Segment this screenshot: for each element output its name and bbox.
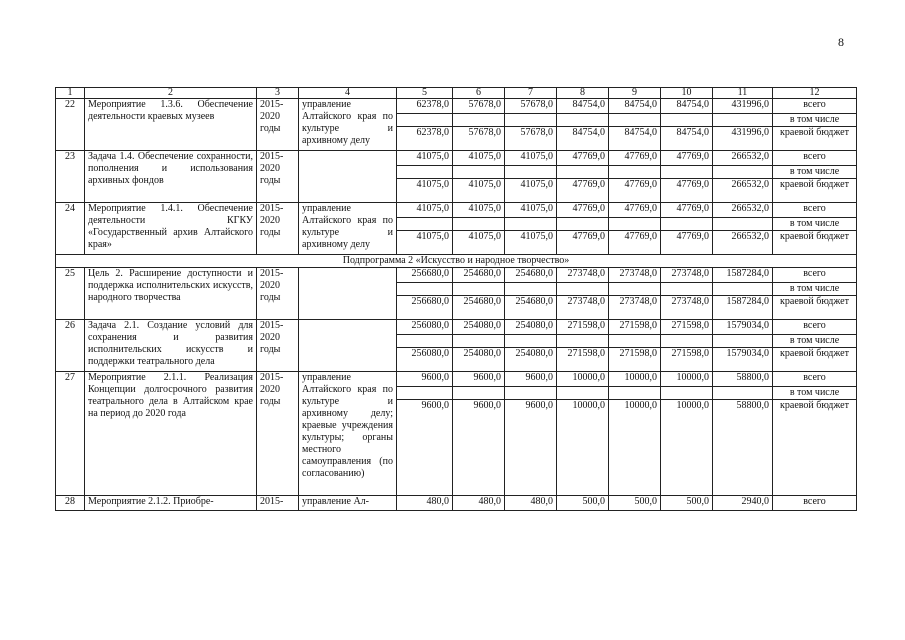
- empty-cell: [397, 114, 453, 127]
- empty-cell: [557, 166, 609, 179]
- value-cell: 271598,0: [557, 320, 609, 335]
- page-number: 8: [838, 35, 844, 49]
- empty-cell: [661, 218, 713, 231]
- empty-cell: [505, 283, 557, 296]
- value-cell: 254080,0: [505, 320, 557, 335]
- value-cell: 10000,0: [557, 400, 609, 496]
- value-cell: 47769,0: [661, 179, 713, 203]
- value-cell: 9600,0: [397, 400, 453, 496]
- value-cell: 1579034,0: [713, 348, 773, 372]
- label-total: всего: [773, 151, 857, 166]
- value-cell: 480,0: [505, 496, 557, 511]
- value-cell: 41075,0: [397, 179, 453, 203]
- empty-cell: [609, 218, 661, 231]
- row-years: 2015-2020 годы: [257, 151, 299, 203]
- value-cell: 500,0: [661, 496, 713, 511]
- value-cell: 271598,0: [609, 320, 661, 335]
- value-cell: 273748,0: [609, 268, 661, 283]
- value-cell: 47769,0: [609, 203, 661, 218]
- column-header: 9: [609, 88, 661, 99]
- row-years: 2015-2020 годы: [257, 268, 299, 320]
- value-cell: 41075,0: [397, 151, 453, 166]
- row-name: Задача 1.4. Обеспечение сохранности, пополнения и использования архивных фондов: [85, 151, 257, 203]
- label-incl: в том числе: [773, 114, 857, 127]
- value-cell: 9600,0: [505, 400, 557, 496]
- value-cell: 254080,0: [453, 348, 505, 372]
- value-cell: 10000,0: [661, 400, 713, 496]
- empty-cell: [397, 166, 453, 179]
- table-row: [56, 496, 857, 511]
- row-number: 24: [56, 203, 85, 255]
- row-years: 2015-2020 годы: [257, 320, 299, 372]
- value-cell: 256680,0: [397, 268, 453, 283]
- value-cell: 256080,0: [397, 320, 453, 335]
- value-cell: 500,0: [557, 496, 609, 511]
- empty-cell: [453, 283, 505, 296]
- value-cell: 84754,0: [609, 127, 661, 151]
- empty-cell: [713, 166, 773, 179]
- value-cell: 480,0: [453, 496, 505, 511]
- value-cell: 266532,0: [713, 203, 773, 218]
- value-cell: 1587284,0: [713, 296, 773, 320]
- label-regional: краевой бюджет: [773, 348, 857, 372]
- value-cell: 271598,0: [661, 320, 713, 335]
- empty-cell: [557, 387, 609, 400]
- value-cell: 266532,0: [713, 231, 773, 255]
- row-years: 2015-2020 годы: [257, 203, 299, 255]
- row-executor: [299, 320, 397, 372]
- column-header: 6: [453, 88, 505, 99]
- value-cell: 431996,0: [713, 127, 773, 151]
- section-row: [56, 255, 857, 268]
- value-cell: 254080,0: [453, 320, 505, 335]
- empty-cell: [397, 387, 453, 400]
- column-header: 7: [505, 88, 557, 99]
- row-name: Мероприятие 2.1.1. Реализация Концепции долгосрочного развития театрального дела в Алтайском крае на период до 2020 года: [85, 372, 257, 496]
- label-total: всего: [773, 268, 857, 283]
- label-total: всего: [773, 203, 857, 218]
- value-cell: 273748,0: [661, 268, 713, 283]
- value-cell: 10000,0: [661, 372, 713, 387]
- header-row: [56, 88, 857, 99]
- value-cell: 57678,0: [505, 127, 557, 151]
- empty-cell: [661, 114, 713, 127]
- label-regional: краевой бюджет: [773, 179, 857, 203]
- value-cell: 47769,0: [609, 231, 661, 255]
- row-years: 2015-2020 годы: [257, 372, 299, 496]
- column-header: 5: [397, 88, 453, 99]
- label-total: всего: [773, 99, 857, 114]
- label-regional: краевой бюджет: [773, 400, 857, 496]
- value-cell: 273748,0: [557, 296, 609, 320]
- empty-cell: [557, 335, 609, 348]
- empty-cell: [505, 218, 557, 231]
- label-incl: в том числе: [773, 335, 857, 348]
- label-total: всего: [773, 372, 857, 387]
- value-cell: 254080,0: [505, 348, 557, 372]
- value-cell: 266532,0: [713, 179, 773, 203]
- value-cell: 47769,0: [557, 231, 609, 255]
- value-cell: 9600,0: [397, 372, 453, 387]
- empty-cell: [397, 335, 453, 348]
- row-executor: [299, 268, 397, 320]
- value-cell: 41075,0: [453, 179, 505, 203]
- column-header: 8: [557, 88, 609, 99]
- label-incl: в том числе: [773, 387, 857, 400]
- value-cell: 47769,0: [557, 203, 609, 218]
- section-title: Подпрограмма 2 «Искусство и народное творчество»: [56, 255, 857, 268]
- label-total: всего: [773, 320, 857, 335]
- value-cell: 254680,0: [453, 296, 505, 320]
- row-years: 2015-2020 годы: [257, 99, 299, 151]
- value-cell: 10000,0: [609, 400, 661, 496]
- budget-table: [55, 87, 857, 511]
- value-cell: 271598,0: [557, 348, 609, 372]
- empty-cell: [505, 335, 557, 348]
- empty-cell: [453, 218, 505, 231]
- empty-cell: [661, 335, 713, 348]
- column-header: 3: [257, 88, 299, 99]
- value-cell: 84754,0: [661, 99, 713, 114]
- value-cell: 47769,0: [557, 179, 609, 203]
- row-executor: управление Ал-: [299, 496, 397, 511]
- value-cell: 58800,0: [713, 372, 773, 387]
- table-row: [56, 99, 857, 114]
- empty-cell: [713, 114, 773, 127]
- label-incl: в том числе: [773, 218, 857, 231]
- value-cell: 41075,0: [453, 151, 505, 166]
- value-cell: 256080,0: [397, 348, 453, 372]
- row-number: 22: [56, 99, 85, 151]
- empty-cell: [397, 218, 453, 231]
- empty-cell: [713, 335, 773, 348]
- label-total: всего: [773, 496, 857, 511]
- empty-cell: [609, 114, 661, 127]
- value-cell: 84754,0: [557, 127, 609, 151]
- row-number: 23: [56, 151, 85, 203]
- value-cell: 41075,0: [505, 231, 557, 255]
- column-header: 4: [299, 88, 397, 99]
- value-cell: 41075,0: [397, 203, 453, 218]
- empty-cell: [397, 283, 453, 296]
- empty-cell: [505, 166, 557, 179]
- row-name: Мероприятие 1.4.1. Обеспечение деятельности КГКУ «Государственный архив Алтайского края»: [85, 203, 257, 255]
- row-name: Цель 2. Расширение доступности и поддержка исполнительских искусств, народного творчества: [85, 268, 257, 320]
- value-cell: 41075,0: [397, 231, 453, 255]
- value-cell: 84754,0: [557, 99, 609, 114]
- empty-cell: [661, 283, 713, 296]
- row-number: 26: [56, 320, 85, 372]
- empty-cell: [505, 114, 557, 127]
- value-cell: 2940,0: [713, 496, 773, 511]
- value-cell: 57678,0: [453, 127, 505, 151]
- value-cell: 84754,0: [609, 99, 661, 114]
- value-cell: 1587284,0: [713, 268, 773, 283]
- value-cell: 271598,0: [609, 348, 661, 372]
- column-header: 2: [85, 88, 257, 99]
- row-years: 2015-: [257, 496, 299, 511]
- empty-cell: [557, 283, 609, 296]
- value-cell: 273748,0: [661, 296, 713, 320]
- value-cell: 58800,0: [713, 400, 773, 496]
- empty-cell: [453, 166, 505, 179]
- label-incl: в том числе: [773, 283, 857, 296]
- value-cell: 47769,0: [557, 151, 609, 166]
- value-cell: 273748,0: [557, 268, 609, 283]
- empty-cell: [609, 283, 661, 296]
- row-executor: управление Алтайского края по культуре и архивному делу; краевые учреждения культуры; органы местного самоуправления (по согласованию): [299, 372, 397, 496]
- value-cell: 41075,0: [505, 179, 557, 203]
- empty-cell: [713, 218, 773, 231]
- row-executor: управление Алтайского края по культуре и архивному делу: [299, 203, 397, 255]
- value-cell: 273748,0: [609, 296, 661, 320]
- value-cell: 41075,0: [505, 151, 557, 166]
- value-cell: 10000,0: [609, 372, 661, 387]
- empty-cell: [661, 387, 713, 400]
- table-row: [56, 372, 857, 387]
- value-cell: 62378,0: [397, 127, 453, 151]
- value-cell: 480,0: [397, 496, 453, 511]
- value-cell: 10000,0: [557, 372, 609, 387]
- row-number: 28: [56, 496, 85, 511]
- empty-cell: [609, 335, 661, 348]
- row-number: 27: [56, 372, 85, 496]
- value-cell: 431996,0: [713, 99, 773, 114]
- value-cell: 271598,0: [661, 348, 713, 372]
- value-cell: 84754,0: [661, 127, 713, 151]
- value-cell: 47769,0: [661, 203, 713, 218]
- row-executor: [299, 151, 397, 203]
- row-number: 25: [56, 268, 85, 320]
- value-cell: 47769,0: [609, 151, 661, 166]
- value-cell: 41075,0: [505, 203, 557, 218]
- table-row: [56, 151, 857, 166]
- table-row: [56, 203, 857, 218]
- empty-cell: [453, 114, 505, 127]
- value-cell: 47769,0: [661, 151, 713, 166]
- value-cell: 9600,0: [505, 372, 557, 387]
- row-name: Задача 2.1. Создание условий для сохранения и развития исполнительских искусств и поддержки театрального дела: [85, 320, 257, 372]
- label-regional: краевой бюджет: [773, 127, 857, 151]
- value-cell: 1579034,0: [713, 320, 773, 335]
- value-cell: 62378,0: [397, 99, 453, 114]
- empty-cell: [713, 283, 773, 296]
- value-cell: 57678,0: [505, 99, 557, 114]
- value-cell: 57678,0: [453, 99, 505, 114]
- value-cell: 9600,0: [453, 372, 505, 387]
- column-header: 12: [773, 88, 857, 99]
- label-regional: краевой бюджет: [773, 296, 857, 320]
- value-cell: 500,0: [609, 496, 661, 511]
- value-cell: 47769,0: [661, 231, 713, 255]
- value-cell: 9600,0: [453, 400, 505, 496]
- table-row: [56, 268, 857, 283]
- empty-cell: [557, 114, 609, 127]
- value-cell: 266532,0: [713, 151, 773, 166]
- value-cell: 254680,0: [505, 296, 557, 320]
- value-cell: 41075,0: [453, 231, 505, 255]
- empty-cell: [609, 387, 661, 400]
- value-cell: 254680,0: [505, 268, 557, 283]
- empty-cell: [557, 218, 609, 231]
- row-name: Мероприятие 2.1.2. Приобре-: [85, 496, 257, 511]
- value-cell: 254680,0: [453, 268, 505, 283]
- empty-cell: [505, 387, 557, 400]
- row-name: Мероприятие 1.3.6. Обеспечение деятельности краевых музеев: [85, 99, 257, 151]
- value-cell: 256680,0: [397, 296, 453, 320]
- empty-cell: [661, 166, 713, 179]
- table-row: [56, 320, 857, 335]
- empty-cell: [453, 335, 505, 348]
- label-incl: в том числе: [773, 166, 857, 179]
- column-header: 1: [56, 88, 85, 99]
- empty-cell: [453, 387, 505, 400]
- column-header: 11: [713, 88, 773, 99]
- value-cell: 41075,0: [453, 203, 505, 218]
- empty-cell: [609, 166, 661, 179]
- value-cell: 47769,0: [609, 179, 661, 203]
- label-regional: краевой бюджет: [773, 231, 857, 255]
- row-executor: управление Алтайского края по культуре и архивному делу: [299, 99, 397, 151]
- column-header: 10: [661, 88, 713, 99]
- empty-cell: [713, 387, 773, 400]
